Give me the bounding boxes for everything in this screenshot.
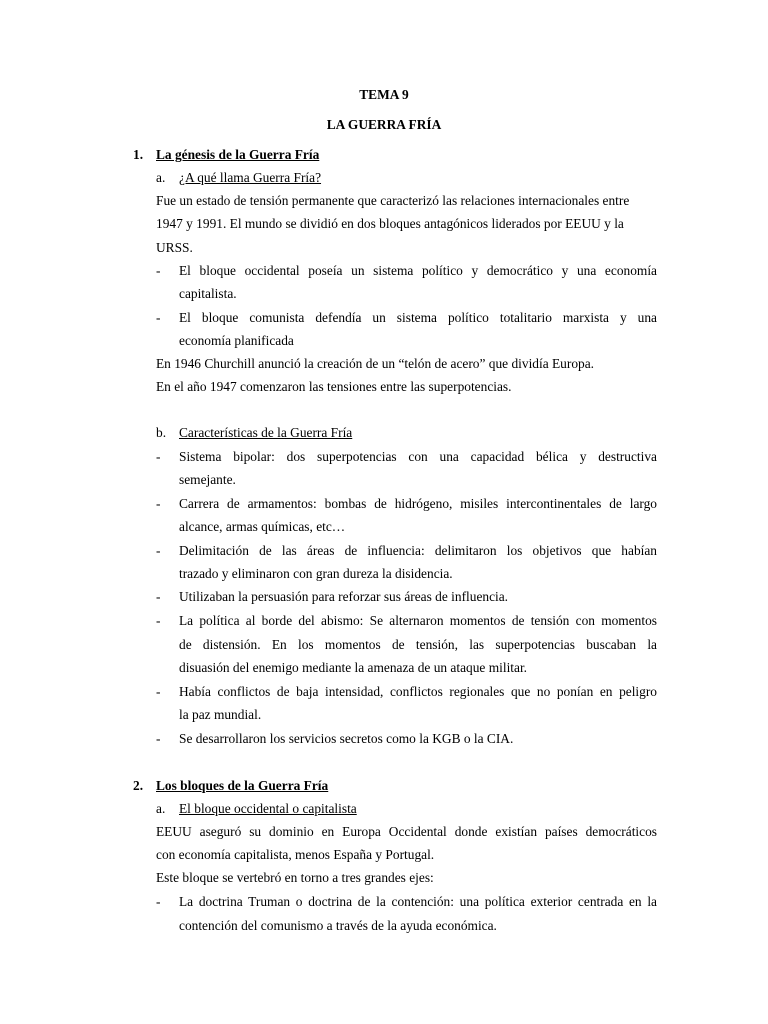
doc-title: LA GUERRA FRÍA [326,117,442,132]
bullet-line: Había conflictos de baja intensidad, conflictos regionales que no ponían en peligro [179,684,657,699]
bullet-line: Utilizaban la persuasión para reforzar sus áreas de influencia. [179,589,509,604]
bullet-line: alcance, armas químicas, etc… [179,519,346,534]
bullet-line: economía planificada [179,333,294,348]
section-1-title: La génesis de la Guerra Fría [156,147,320,162]
bullet-line: El bloque occidental poseía un sistema político y democrático y una economía [179,263,657,278]
paragraph-line: Este bloque se vertebró en torno a tres grandes ejes: [156,870,434,885]
subsection-1b-heading [156,424,352,442]
subsection-2a-title: El bloque occidental o capitalista [179,801,357,816]
bullet-line: Sistema bipolar: dos superpotencias con una capacidad bélica y destructiva [179,449,657,464]
doc-tema: TEMA 9 [359,87,409,102]
bullet-dash: - [156,613,161,628]
bullet-dash: - [156,449,161,464]
paragraph-line: con economía capitalista, menos España y Portugal. [156,847,435,862]
subsection-1b-title: Características de la Guerra Fría [179,425,353,440]
bullet-dash: - [156,496,161,511]
bullet-line: disuasión del enemigo mediante la amenaza de un ataque militar. [179,660,528,675]
bullet-dash: - [156,684,161,699]
bullet-line: Carrera de armamentos: bombas de hidrógeno, misiles intercontinentales de largo [179,496,657,511]
bullet-dash: - [156,894,161,909]
bullet-line: la paz mundial. [179,707,262,722]
bullet-dash: - [156,310,161,325]
bullet-line: La política al borde del abismo: Se alternaron momentos de tensión con momentos [179,613,657,628]
subsection-2a-heading [156,800,357,818]
bullet-dash: - [156,589,161,604]
bullet-dash: - [156,263,161,278]
section-2-title: Los bloques de la Guerra Fría [156,778,329,793]
bullet-line: trazado y eliminaron con gran dureza la disidencia. [179,566,453,581]
bullet-line: Se desarrollaron los servicios secretos como la KGB o la CIA. [179,731,514,746]
paragraph-line: EEUU aseguró su dominio en Europa Occidental donde existían países democráticos [156,824,657,839]
subsection-1b-letter: b. [156,425,167,440]
bullet-line: de distensión. En los momentos de tensión, las superpotencias buscaban la [179,637,657,652]
paragraph-line: Fue un estado de tensión permanente que caracterizó las relaciones internacionales entre [156,193,630,208]
section-2-number: 2. [133,778,144,793]
paragraph-line: URSS. [156,240,193,255]
subsection-1a-title: ¿A qué llama Guerra Fría? [179,170,322,185]
bullet-dash: - [156,543,161,558]
bullet-line: semejante. [179,472,236,487]
paragraph-line: 1947 y 1991. El mundo se dividió en dos bloques antagónicos liderados por EEUU y la [156,216,624,231]
bullet-line: Delimitación de las áreas de influencia: delimitaron los objetivos que habían [179,543,657,558]
subsection-2a-letter: a. [156,801,166,816]
bullet-line: contención del comunismo a través de la ayuda económica. [179,918,497,933]
section-1-number: 1. [133,147,144,162]
section-2-heading [133,777,328,795]
bullet-line: La doctrina Truman o doctrina de la contención: una política exterior centrada en la [179,894,657,909]
subsection-1a-letter: a. [156,170,166,185]
paragraph-line: En el año 1947 comenzaron las tensiones entre las superpotencias. [156,379,512,394]
bullet-line: capitalista. [179,286,237,301]
section-1-heading [133,146,319,164]
bullet-dash: - [156,731,161,746]
paragraph-line: En 1946 Churchill anunció la creación de un “telón de acero” que dividía Europa. [156,356,595,371]
subsection-1a-heading [156,169,321,187]
bullet-line: El bloque comunista defendía un sistema político totalitario marxista y una [179,310,657,325]
